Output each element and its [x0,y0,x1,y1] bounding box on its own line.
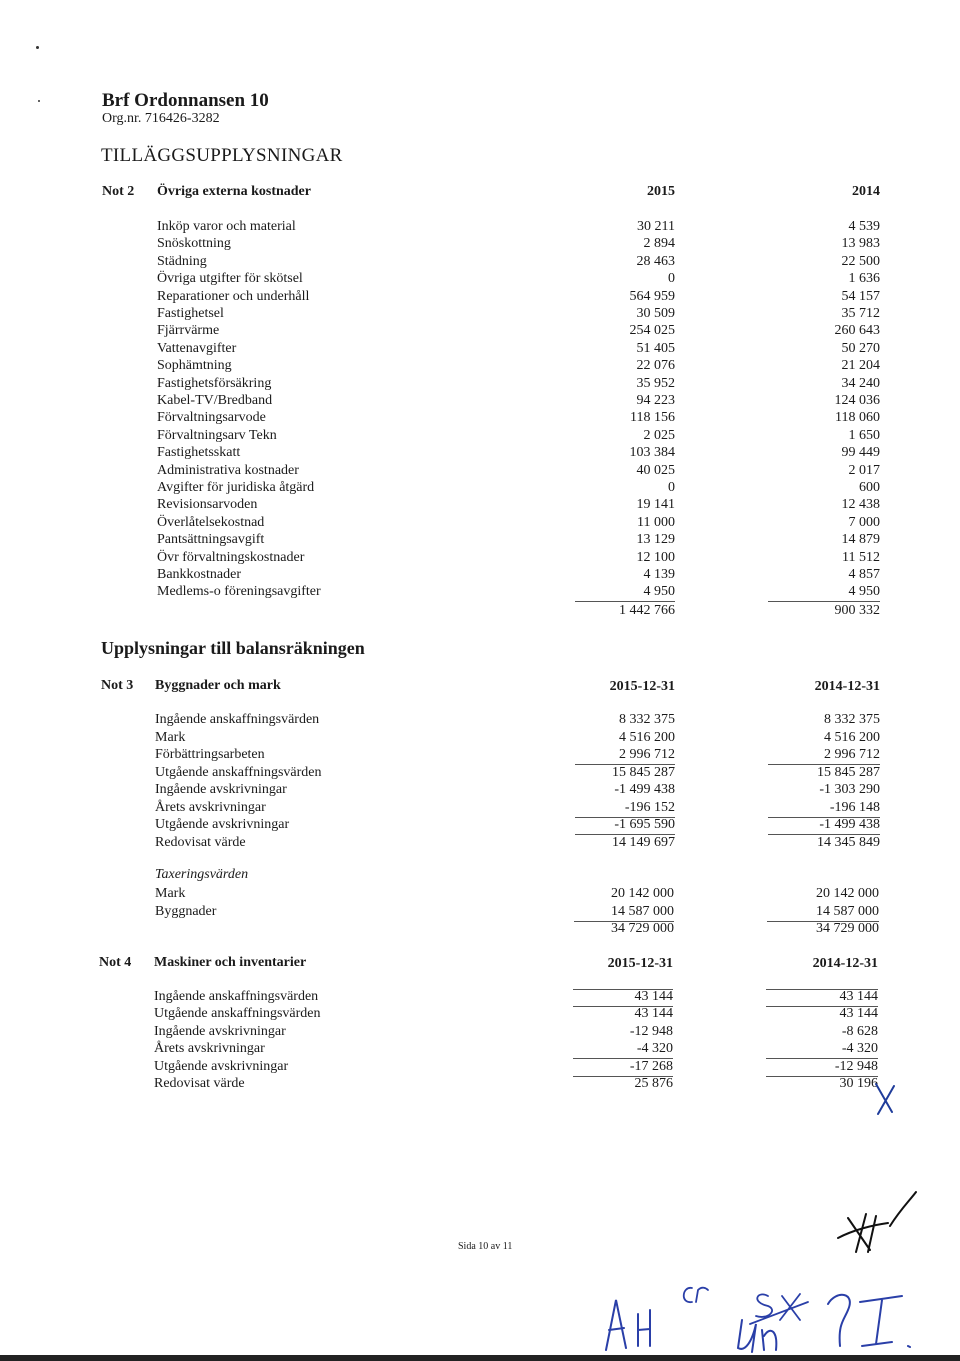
value-current-year: 564 959 [629,288,675,304]
row-label: Förvaltningsarvode [157,410,266,426]
value-previous-year: 1 636 [848,271,880,287]
value-current-year: 13 129 [636,532,675,548]
value-previous-year: 22 500 [841,253,880,269]
value-current-year: 28 463 [636,253,675,269]
note-number: Not 3 [101,678,134,693]
value-previous-year: 8 332 375 [824,712,880,727]
row-label: Utgående avskrivningar [155,817,290,832]
row-label: Utgående avskrivningar [154,1058,289,1074]
note-number: Not 4 [99,955,132,970]
value-current-year: 19 141 [636,497,675,513]
row-label: Byggnader [155,903,217,919]
value-previous-year: -1 499 438 [819,817,880,832]
value-previous-year: 260 643 [834,323,880,339]
value-previous-year: 4 950 [848,584,880,600]
row-label: Kabel-TV/Bredband [157,393,273,408]
row-label: Pantsättningsavgift [157,532,265,548]
section-title: Upplysningar till balansräkningen [101,638,365,658]
overline [766,989,878,990]
row-label: Reparationer och underhåll [157,288,310,304]
row-label: Avgifter för juridiska åtgärd [157,480,315,495]
value-previous-year: 99 449 [841,445,880,461]
value-previous-year: 2 017 [848,462,880,478]
value-current-year: 20 142 000 [611,886,674,901]
value-current-year: -12 948 [629,1023,673,1039]
row-label: Medlems-o föreningsavgifter [157,584,321,600]
row-label: Förbättringsarbeten [155,747,265,762]
value-previous-year: 50 270 [841,340,880,356]
column-header-2015: 2015 [647,184,675,199]
value-current-year: 0 [668,271,675,287]
row-label: Administrativa kostnader [157,462,299,478]
value-previous-year: 14 879 [841,532,880,548]
checkmark-x-icon [870,1078,900,1118]
scan-edge [0,1355,960,1361]
row-label: Vattenavgifter [157,340,237,356]
row-label: Mark [155,886,186,901]
value-current-year: 14 587 000 [611,903,674,919]
row-label: Snöskottning [157,236,231,252]
value-current-year: 30 211 [637,219,675,234]
signature-star-icon [828,1190,923,1270]
value-previous-year: 11 512 [842,549,880,565]
value-previous-year: -196 148 [829,799,880,815]
value-current-year: -17 268 [629,1058,673,1074]
value-current-year: 12 100 [636,549,675,565]
tax-total-current-year: 34 729 000 [611,921,674,936]
value-previous-year: 4 516 200 [824,729,880,745]
value-current-year: -1 695 590 [614,817,675,832]
value-previous-year: 124 036 [834,393,880,408]
row-label: Ingående avskrivningar [154,1023,286,1039]
company-name: Brf Ordonnansen 10 [102,90,269,111]
value-current-year: 2 894 [643,236,675,252]
value-current-year: 2 996 712 [619,747,675,762]
value-current-year: 103 384 [629,445,675,461]
value-previous-year: 34 240 [841,375,880,391]
value-previous-year: 21 204 [841,358,880,374]
value-previous-year: 118 060 [835,410,880,426]
document-title: TILLÄGGSUPPLYSNINGAR [101,145,343,166]
value-previous-year: 35 712 [841,306,880,321]
row-label: Redovisat värde [155,834,246,850]
row-label: Sophämtning [157,358,232,374]
value-current-year: 22 076 [636,358,675,374]
value-previous-year: 15 845 287 [817,764,880,780]
value-current-year: 51 405 [636,340,675,356]
note-number: Not 2 [102,184,135,199]
value-previous-year: 12 438 [841,497,880,513]
value-previous-year: 14 587 000 [816,903,879,919]
value-previous-year: 14 345 849 [817,834,880,850]
value-previous-year: 7 000 [848,514,880,530]
value-current-year: 118 156 [630,410,675,426]
row-label: Övr förvaltningskostnader [157,549,305,565]
total-current-year: 1 442 766 [619,603,675,618]
value-current-year: 15 845 287 [612,764,675,780]
row-label: Fastighetsel [157,306,224,321]
scan-dot [38,100,40,102]
row-label: Utgående anskaffningsvärden [154,1006,321,1022]
value-previous-year: 13 983 [841,236,880,252]
note-title: Byggnader och mark [155,678,281,693]
org-number: Org.nr. 716426-3282 [102,111,220,126]
value-current-year: 4 516 200 [619,729,675,745]
value-current-year: 40 025 [636,462,675,478]
value-current-year: 14 149 697 [612,834,675,850]
value-previous-year: 43 144 [839,1006,878,1022]
value-current-year: 2 025 [643,427,675,443]
row-label: Överlåtelsekostnad [157,514,265,530]
row-label: Ingående avskrivningar [155,782,287,797]
value-previous-year: -1 303 290 [819,782,880,797]
row-label: Bankkostnader [157,567,241,582]
overline [573,989,673,990]
row-label: Städning [157,253,207,269]
value-previous-year: 2 996 712 [824,747,880,762]
value-previous-year: 43 144 [839,989,878,1004]
value-previous-year: 1 650 [848,427,880,443]
row-label: Fastighetsskatt [157,445,241,461]
row-label: Inköp varor och material [157,219,296,234]
value-current-year: 35 952 [636,375,675,391]
row-label: Fjärrvärme [157,323,220,339]
value-current-year: 4 139 [643,567,675,582]
row-label: Mark [155,729,186,745]
value-current-year: 4 950 [643,584,675,600]
column-header-2015: 2015-12-31 [607,956,673,971]
row-label: Årets avskrivningar [154,1041,265,1057]
row-label: Redovisat värde [154,1076,245,1091]
row-label: Förvaltningsarv Tekn [157,427,277,443]
handwritten-initials-icon [600,1280,920,1355]
value-current-year: 25 876 [634,1076,673,1091]
value-previous-year: -4 320 [841,1041,878,1057]
value-current-year: 30 509 [636,306,675,321]
row-label: Utgående anskaffningsvärden [155,764,322,780]
note-title: Övriga externa kostnader [157,184,311,199]
value-previous-year: -8 628 [841,1023,878,1039]
column-header-2014: 2014-12-31 [812,956,878,971]
value-previous-year: -12 948 [834,1058,878,1074]
value-previous-year: 600 [859,480,880,495]
note-title: Maskiner och inventarier [154,955,307,970]
value-current-year: 254 025 [629,323,675,339]
value-previous-year: 4 857 [848,567,880,582]
value-previous-year: 4 539 [848,219,880,234]
value-current-year: 43 144 [634,1006,673,1022]
value-current-year: 8 332 375 [619,712,675,727]
value-current-year: -196 152 [624,799,675,815]
value-current-year: 43 144 [634,989,673,1004]
value-current-year: 11 000 [637,514,675,530]
value-current-year: 94 223 [636,393,675,408]
value-current-year: 0 [668,480,675,495]
column-header-2015: 2015-12-31 [609,679,675,694]
row-label: Ingående anskaffningsvärden [154,989,319,1004]
row-label: Övriga utgifter för skötsel [157,271,303,287]
value-current-year: -4 320 [636,1041,673,1057]
tax-total-previous-year: 34 729 000 [816,921,879,936]
scan-dot [36,46,39,49]
value-previous-year: 30 196 [839,1076,878,1091]
row-label: Fastighetsförsäkring [157,375,272,391]
page-number: Sida 10 av 11 [458,1241,513,1252]
value-previous-year: 20 142 000 [816,886,879,901]
tax-values-heading: Taxeringsvärden [155,867,249,882]
row-label: Årets avskrivningar [155,799,266,815]
total-previous-year: 900 332 [834,603,880,618]
column-header-2014: 2014-12-31 [814,679,880,694]
row-label: Ingående anskaffningsvärden [155,712,320,727]
value-current-year: -1 499 438 [614,782,675,797]
value-previous-year: 54 157 [841,288,880,304]
column-header-2014: 2014 [852,184,880,199]
row-label: Revisionsarvoden [157,497,258,513]
